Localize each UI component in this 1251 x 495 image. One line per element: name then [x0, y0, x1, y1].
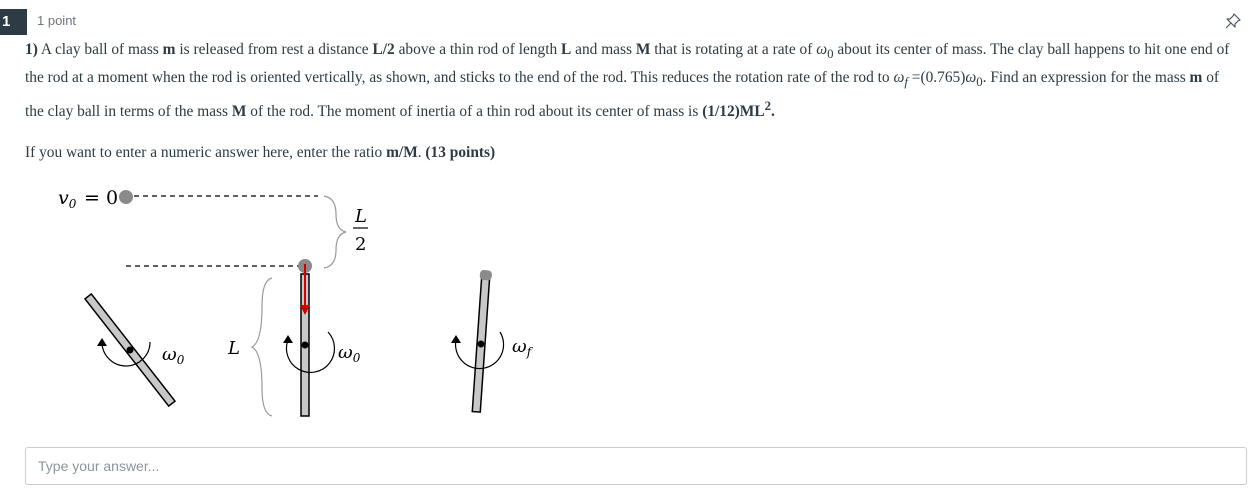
half-length-numerator: L	[355, 206, 367, 227]
rod-final-with-ball	[470, 270, 492, 412]
clay-ball-initial	[119, 190, 133, 204]
numeric-instruction: If you want to enter a numeric answer here, enter the ratio m/M. (13 points)	[25, 144, 496, 162]
answer-input[interactable]	[25, 447, 1247, 485]
rotation-arrowhead-left	[97, 338, 107, 346]
question-number: 1	[0, 9, 27, 35]
question-points: 1 point	[37, 13, 77, 28]
question-paragraph: 1) A clay ball of mass m is released from rest a distance L/2 above a thin rod of length L and mass M that is rotating at a rate of $\omega_0$ about its center of mass. The clay ball happens to hit one end of the rod at a moment when the rod is oriented vertically, as shown, and sticks to the end of the rod. This reduces the rotation rate of the rod to $\omega_f =(0.765)\omega_0$. Find an expression for the mass m of the clay ball in terms of the mass M of the rod. The moment of inertia of a thin rod about its center of mass is $(1/12)ML^2$.	[25, 41, 1230, 121]
rotation-arrowhead-middle	[283, 335, 293, 343]
omega0-middle: $\omega_0$	[338, 342, 361, 365]
rotation-arrow-middle	[286, 332, 334, 372]
question-text	[25, 38, 1240, 165]
v0-label: $v_0$	[58, 187, 77, 211]
v0-equals: = 0	[84, 187, 119, 209]
half-length-brace	[324, 196, 346, 268]
half-length-denominator: 2	[355, 234, 367, 255]
pin-icon[interactable]	[1224, 12, 1242, 30]
omega0-left: $\omega_0$	[162, 344, 185, 367]
length-label: L	[228, 338, 240, 359]
rotation-arrowhead-right	[451, 335, 461, 343]
length-brace	[252, 278, 272, 416]
physics-diagram	[50, 182, 550, 422]
omegaf-right: $\omega_f$	[512, 336, 532, 359]
